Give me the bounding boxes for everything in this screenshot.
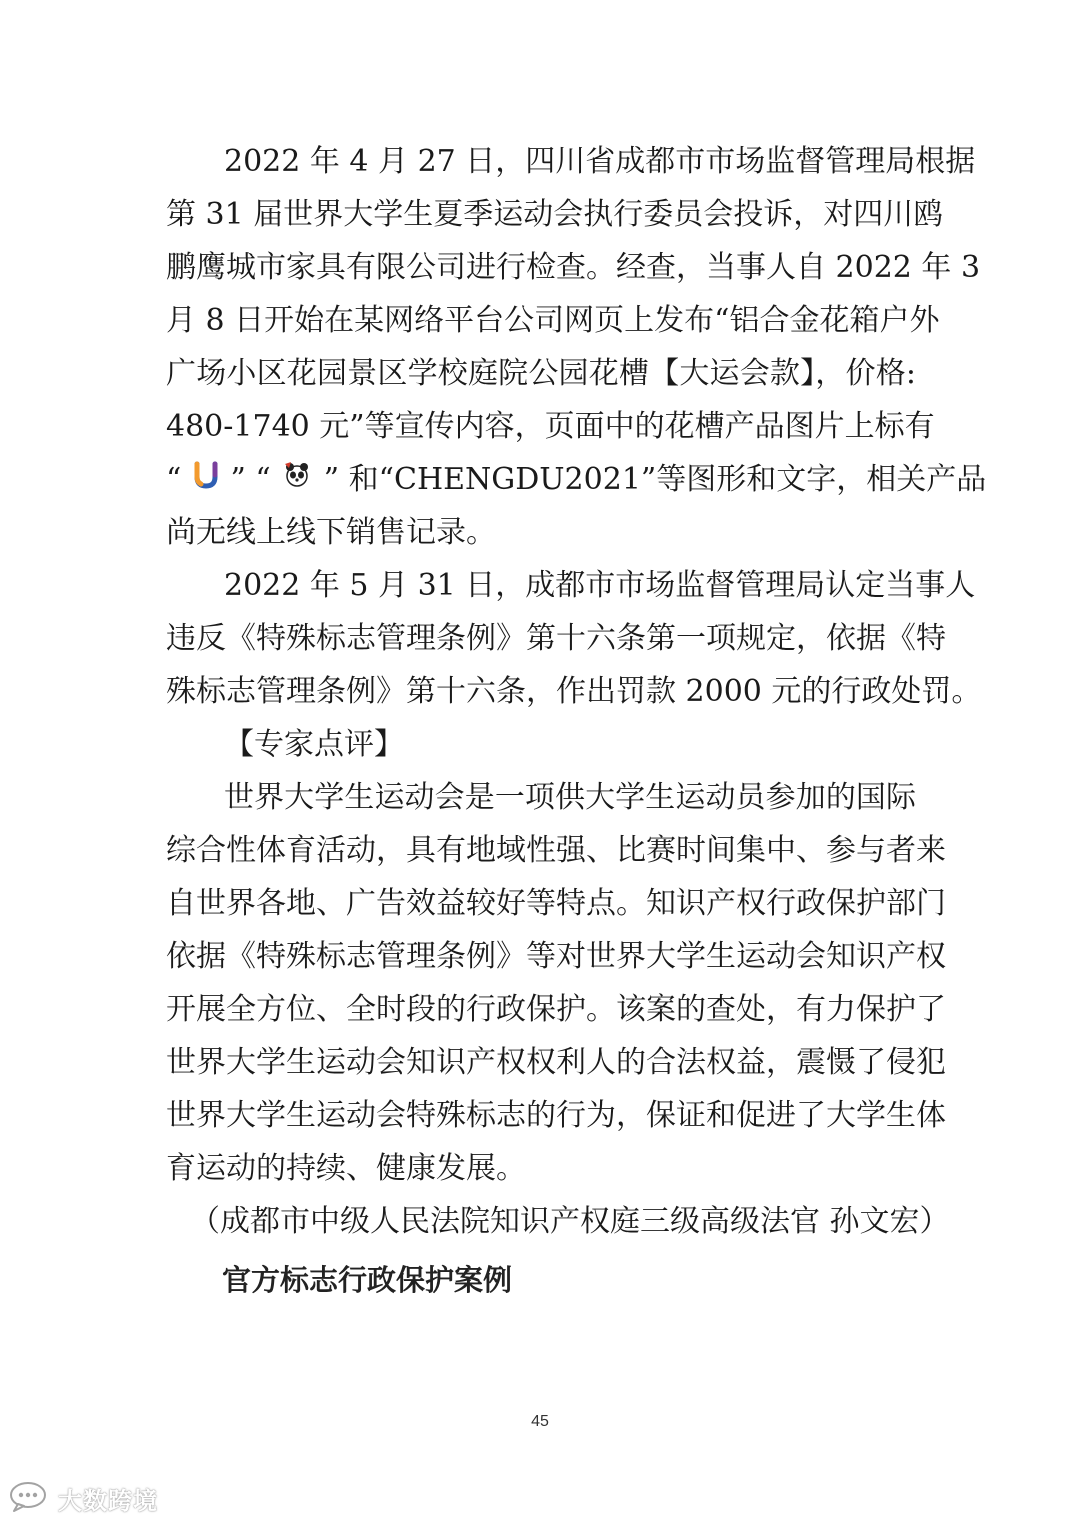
paragraph-2-line-2: 违反《特殊标志管理条例》第十六条第一项规定，依据《特 xyxy=(166,621,946,656)
chat-bubble-icon xyxy=(8,1480,52,1516)
paragraph-3-line-2: 综合性体育活动，具有地域性强、比赛时间集中、参与者来 xyxy=(166,833,946,868)
paragraph-2-line-1: 2022 年 5 月 31 日，成都市市场监督管理局认定当事人 xyxy=(224,568,976,603)
quote-close-1: ” xyxy=(230,462,246,497)
paragraph-1-line-6: 480-1740 元”等宣传内容，页面中的花槽产品图片上标有 xyxy=(166,409,935,444)
universiade-u-logo-icon xyxy=(193,456,219,506)
page-number: 45 xyxy=(531,1413,549,1430)
paragraph-2-line-3: 殊标志管理条例》第十六条，作出罚款 2000 元的行政处罚。 xyxy=(166,674,982,709)
expert-comment-label: 【专家点评】 xyxy=(224,727,404,762)
paragraph-1-line-1: 2022 年 4 月 27 日，四川省成都市市场监督管理局根据 xyxy=(224,144,976,179)
paragraph-1-last-line: 尚无线上线下销售记录。 xyxy=(166,515,496,550)
expert-attribution: （成都市中级人民法院知识产权庭三级高级法官 孙文宏） xyxy=(190,1204,950,1239)
paragraph-3-line-7: 世界大学生运动会特殊标志的行为，保证和促进了大学生体 xyxy=(166,1098,946,1133)
section-heading: 官方标志行政保护案例 xyxy=(222,1263,513,1297)
paragraph-1-line-3: 鹏鹰城市家具有限公司进行检查。经查，当事人自 2022 年 3 xyxy=(166,250,981,285)
paragraph-3-line-6: 世界大学生运动会知识产权权利人的合法权益，震慑了侵犯 xyxy=(166,1045,946,1080)
paragraph-1-line-4: 月 8 日开始在某网络平台公司网页上发布“铝合金花箱户外 xyxy=(166,303,940,338)
paragraph-1-logo-line xyxy=(166,455,987,505)
paragraph-3-line-3: 自世界各地、广告效益较好等特点。知识产权行政保护部门 xyxy=(166,886,946,921)
quote-open-1: “ xyxy=(166,462,182,497)
watermark-text: 大数跨境 xyxy=(58,1486,158,1515)
panda-mascot-logo-icon xyxy=(282,456,312,506)
quote-close-2: ” xyxy=(323,462,340,497)
paragraph-3-line-4: 依据《特殊标志管理条例》等对世界大学生运动会知识产权 xyxy=(166,939,946,974)
paragraph-3-line-8: 育运动的持续、健康发展。 xyxy=(166,1151,526,1186)
paragraph-3-line-1: 世界大学生运动会是一项供大学生运动员参加的国际 xyxy=(224,780,916,815)
watermark xyxy=(8,1480,158,1516)
paragraph-1-line-2: 第 31 届世界大学生夏季运动会执行委员会投诉，对四川鸥 xyxy=(166,197,944,232)
quote-open-2: “ xyxy=(255,462,271,497)
paragraph-1-line-5: 广场小区花园景区学校庭院公园花槽【大运会款】，价格: xyxy=(166,356,916,391)
logo-line-rest: 和“CHENGDU2021”等图形和文字，相关产品 xyxy=(348,462,987,497)
paragraph-3-line-5: 开展全方位、全时段的行政保护。该案的查处，有力保护了 xyxy=(166,992,946,1027)
